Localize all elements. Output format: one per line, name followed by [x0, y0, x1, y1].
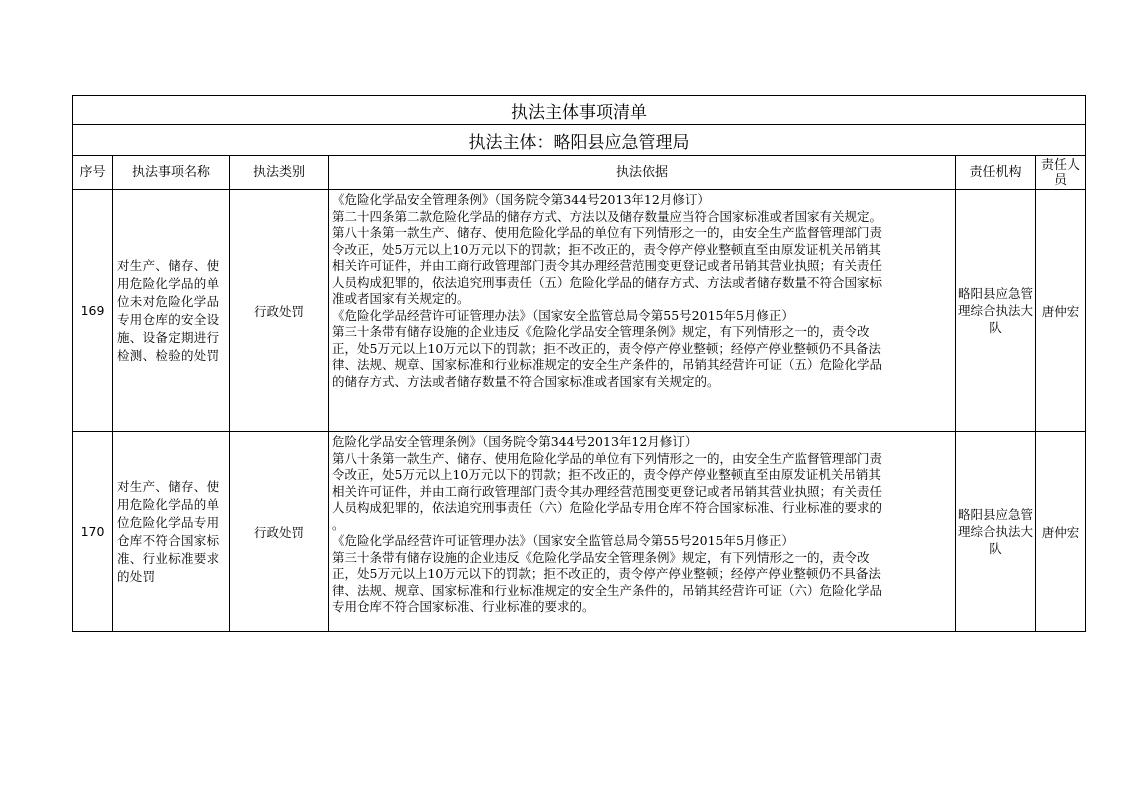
basis-line: 人员构成犯罪的，依法追究刑事责任（五）危险化学品的储存方式、方法或者储存数量不符合国家标: [332, 274, 883, 290]
basis-line: 令改正，处5万元以上10万元以下的罚款；拒不改正的，责令停产停业整顿直至由原发证机关吊销其: [332, 467, 881, 482]
table-row: [73, 190, 1086, 432]
header-basis: 执法依据: [329, 156, 956, 190]
header-person: 责任人员: [1036, 156, 1086, 190]
header-name: 执法事项名称: [113, 156, 230, 190]
basis-line: 律、法规、规章、国家标准和行业标准规定的安全生产条件的，吊销其经营许可证（五）危险化学品: [332, 357, 883, 372]
row-org: 略阳县应急管理综合执法大队: [956, 190, 1036, 432]
row-seq: 170: [73, 432, 113, 632]
row-person: 唐仲宏: [1036, 190, 1086, 432]
row-item-name: 对生产、储存、使用危险化学品的单位未对危险化学品专用仓库的安全设施、设备定期进行检测、检验的处罚: [113, 190, 230, 432]
basis-line: 第八十条第一款生产、储存、使用危险化学品的单位有下列情形之一的，由安全生产监督管理部门责: [332, 225, 883, 240]
basis-line: 准或者国家有关规定的。: [332, 291, 470, 306]
row-category: 行政处罚: [230, 190, 329, 432]
row-seq: 169: [73, 190, 113, 432]
header-category: 执法类别: [230, 156, 329, 190]
row-person: 唐仲宏: [1036, 432, 1086, 632]
basis-line: 危险化学品安全管理条例》（国务院令第344号2013年12月修订）: [332, 434, 698, 449]
basis-line: 人员构成犯罪的，依法追究刑事责任（六）危险化学品专用仓库不符合国家标准、行业标准的要求的: [332, 500, 883, 515]
basis-line: 相关许可证件，并由工商行政管理部门责令其办理经营范围变更登记或者吊销其营业执照；有关责任: [332, 483, 883, 499]
header-seq: 序号: [73, 156, 113, 190]
basis-line: 第八十条第一款生产、储存、使用危险化学品的单位有下列情形之一的，由安全生产监督管理部门责: [332, 450, 883, 466]
basis-line: 《危险化学品安全管理条例》（国务院令第344号2013年12月修订）: [332, 192, 710, 207]
enforcement-items-table: [72, 95, 1086, 632]
basis-line: 《危险化学品经营许可证管理办法》（国家安全监管总局令第55号2015年5月修正）: [332, 533, 794, 548]
basis-line: 律、法规、规章、国家标准和行业标准规定的安全生产条件的，吊销其经营许可证（六）危险化学品: [332, 582, 883, 598]
basis-line: 专用仓库不符合国家标准、行业标准的要求的。: [332, 599, 595, 614]
basis-line: 第三十条带有储存设施的企业违反《危险化学品安全管理条例》规定，有下列情形之一的，责令改: [332, 549, 870, 565]
row-org: 略阳县应急管理综合执法大队: [956, 432, 1036, 632]
basis-line: 正，处5万元以上10万元以下的罚款；拒不改正的，责令停产停业整顿；经停产停业整顿仍不具备法: [332, 566, 881, 581]
basis-line: 相关许可证件，并由工商行政管理部门责令其办理经营范围变更登记或者吊销其营业执照；有关责任: [332, 258, 883, 273]
page-subtitle: 执法主体：略阳县应急管理局: [73, 125, 1086, 156]
basis-line: 第三十条带有储存设施的企业违反《危险化学品安全管理条例》规定，有下列情形之一的，责令改: [332, 324, 870, 339]
basis-line: 正，处5万元以上10万元以下的罚款；拒不改正的，责令停产停业整顿；经停产停业整顿仍不具备法: [332, 340, 881, 356]
header-org: 责任机构: [956, 156, 1036, 190]
basis-line: 令改正，处5万元以上10万元以下的罚款；拒不改正的，责令停产停业整顿直至由原发证机关吊销其: [332, 241, 881, 257]
row-basis: [329, 190, 956, 432]
table-header-row: [73, 156, 1086, 190]
row-category: 行政处罚: [230, 432, 329, 632]
basis-line: 第二十四条第二款危险化学品的储存方式、方法以及储存数量应当符合国家标准或者国家有关规定。: [332, 208, 883, 224]
basis-line: 的储存方式、方法或者储存数量不符合国家标准或者国家有关规定的。: [332, 373, 720, 389]
page-title: 执法主体事项清单: [73, 96, 1086, 125]
row-item-name: 对生产、储存、使用危险化学品的单位危险化学品专用仓库不符合国家标准、行业标准要求的处罚: [113, 432, 230, 632]
row-basis: [329, 432, 956, 632]
basis-line: 《危险化学品经营许可证管理办法》（国家安全监管总局令第55号2015年5月修正）: [332, 307, 794, 323]
table-row: [73, 432, 1086, 632]
basis-line: 。: [332, 516, 345, 532]
